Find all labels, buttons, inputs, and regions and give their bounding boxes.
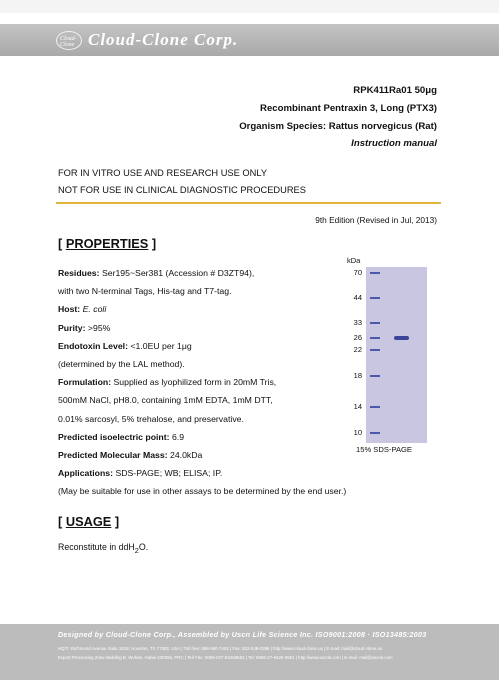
- marker-label: 14: [353, 402, 362, 411]
- document-type: Instruction manual: [351, 138, 437, 150]
- molecular-mass-label: Predicted Molecular Mass:: [58, 450, 168, 461]
- subscript: 2: [134, 545, 139, 555]
- formulation-continuation-1: 500mM NaCl, pH8.0, containing 1mM EDTA, 1mM DTT,: [58, 395, 273, 406]
- clinical-use-notice: NOT FOR USE IN CLINICAL DIAGNOSTIC PROCEDURES: [58, 185, 306, 195]
- isoelectric-point-value: 6.9: [169, 431, 185, 442]
- reconstitution-instruction: [58, 542, 148, 555]
- footer-credits: Designed by Cloud-Clone Corp., Assembled by Uscn Life Science Inc. ISO9001:2008 · ISO13485:2003: [58, 631, 427, 639]
- marker-band: [370, 375, 380, 377]
- purity-label: Purity:: [58, 322, 86, 333]
- heading-bracket-open: [: [58, 236, 66, 251]
- header-bar: [0, 24, 499, 56]
- research-use-notice: FOR IN VITRO USE AND RESEARCH USE ONLY: [58, 168, 268, 178]
- gel-lane: [366, 267, 427, 443]
- sds-page-gel: [342, 258, 436, 455]
- usage-heading-word: USAGE: [65, 514, 112, 529]
- title-block: [239, 82, 437, 153]
- logo-mark-text: Cloud-Clone: [60, 35, 77, 48]
- marker-band: [370, 406, 380, 408]
- reconstitution-text-end: O.: [138, 542, 149, 552]
- marker-band: [370, 432, 380, 434]
- footer-address-cn: Export Processing Zone Building B, Wuhan, Hubei 430056, PRC | Tel/ Fax: 0086-027-84259552 | Tel: 0086-27-8425-9551 | http://www.uscnk.com | E-mail: mail@uscnk.com: [58, 655, 393, 660]
- footer: [0, 624, 499, 680]
- marker-band: [370, 322, 380, 324]
- properties-heading: [58, 236, 156, 251]
- edition-info: 9th Edition (Revised in Jul, 2013): [315, 215, 437, 225]
- isoelectric-point-label: Predicted isoelectric point:: [58, 431, 170, 442]
- use-notice: [58, 165, 306, 199]
- footer-address-us: HQTI: Richmond Avenue Suite 3818, Houston, TX 77082, USA | Toll free: 888-960-7402 | Fax: 832-538-0388 | http://www.cloud-clone.us | E-mail: mail@cloud-clone.us: [58, 646, 383, 651]
- applications-row: [58, 464, 458, 482]
- divider: [56, 202, 441, 204]
- marker-label: 22: [353, 345, 362, 354]
- formulation-value: Supplied as lyophilized form in 20mM Tris,: [111, 377, 277, 388]
- residues-label: Residues:: [58, 268, 100, 278]
- marker-band: [370, 337, 380, 339]
- endotoxin-continuation: (determined by the LAL method).: [58, 359, 185, 370]
- properties-heading-word: PROPERTIES: [65, 236, 149, 251]
- heading-bracket-close: ]: [148, 236, 157, 251]
- molecular-mass-value: 24.0kDa: [167, 450, 203, 461]
- purity-value: >95%: [85, 322, 111, 333]
- marker-label: 26: [353, 333, 362, 342]
- product-name: Recombinant Pentraxin 3, Long (PTX3): [260, 102, 437, 114]
- marker-band: [370, 272, 380, 274]
- residues-value: Ser195~Ser381 (Accession # D3ZT94),: [99, 268, 255, 278]
- heading-bracket-open: [: [58, 514, 66, 529]
- applications-label: Applications:: [58, 468, 114, 479]
- cloud-logo-icon: [56, 31, 82, 50]
- suitability-note: (May be suitable for use in other assays to be determined by the end user.): [58, 486, 347, 497]
- top-band: [0, 0, 499, 13]
- marker-label: 33: [353, 318, 362, 327]
- company-name: Cloud-Clone Corp.: [88, 30, 239, 49]
- host-value: E. coli: [82, 304, 107, 315]
- marker-label: 18: [353, 371, 362, 380]
- gel-unit-label: kDa: [347, 256, 361, 265]
- marker-label: 10: [353, 428, 362, 437]
- marker-label: 70: [353, 268, 362, 277]
- usage-heading: [58, 514, 119, 529]
- endotoxin-label: Endotoxin Level:: [58, 340, 128, 351]
- formulation-label: Formulation:: [58, 377, 112, 388]
- organism-species: Organism Species: Rattus norvegicus (Rat): [239, 120, 437, 132]
- protein-band: [394, 336, 409, 340]
- marker-label: 44: [353, 293, 362, 302]
- gel-caption: 15% SDS-PAGE: [356, 445, 412, 454]
- applications-value: SDS-PAGE; WB; ELISA; IP.: [113, 468, 223, 479]
- heading-bracket-close: ]: [111, 514, 120, 529]
- residues-continuation: with two N-terminal Tags, His-tag and T7-tag.: [58, 286, 232, 297]
- catalog-number: RPK411Ra01 50μg: [353, 85, 437, 96]
- marker-band: [370, 297, 380, 299]
- endotoxin-value: <1.0EU per 1μg: [128, 340, 192, 351]
- company-logo: [56, 30, 238, 50]
- reconstitution-text: Reconstitute in ddH: [58, 542, 135, 552]
- formulation-continuation-2: 0.01% sarcosyl, 5% trehalose, and preservative.: [58, 413, 244, 424]
- marker-band: [370, 349, 380, 351]
- host-label: Host:: [58, 304, 81, 315]
